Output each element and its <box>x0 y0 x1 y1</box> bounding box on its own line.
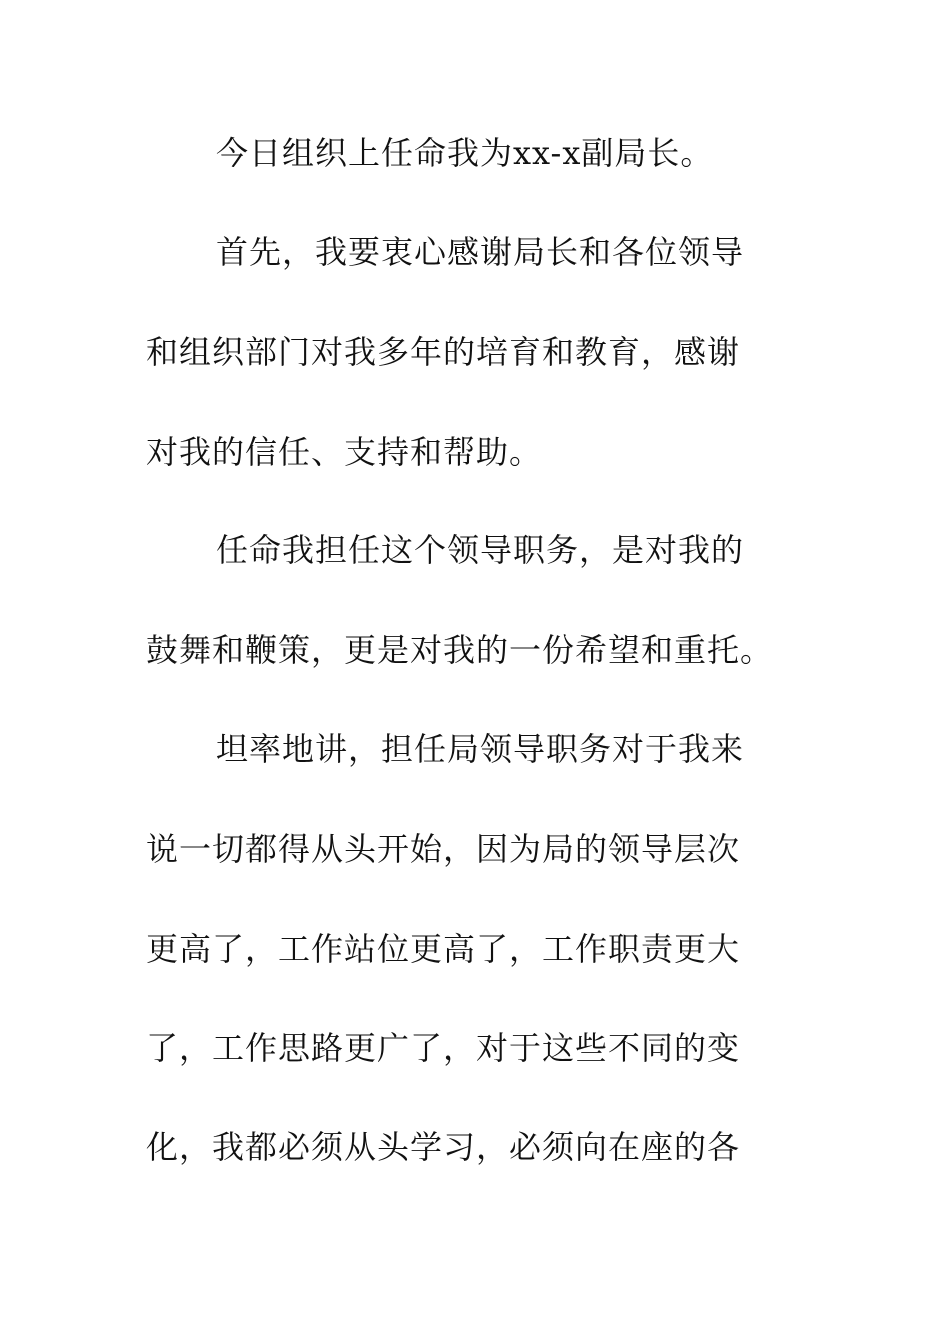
paragraph-3-line-2: 鼓舞和鞭策，更是对我的一份希望和重托。 <box>146 631 774 669</box>
paragraph-2-line-3: 对我的信任、支持和帮助。 <box>146 433 543 471</box>
paragraph-4-line-2: 说一切都得从头开始，因为局的领导层次 <box>146 830 741 868</box>
paragraph-2-line-1: 首先，我要衷心感谢局长和各位领导 <box>216 233 745 271</box>
paragraph-4-line-3: 更高了，工作站位更高了，工作职责更大 <box>146 930 741 968</box>
paragraph-2-line-2: 和组织部门对我多年的培育和教育，感谢 <box>146 333 741 371</box>
paragraph-3-line-1: 任命我担任这个领导职务，是对我的 <box>216 531 745 569</box>
paragraph-4-line-1: 坦率地讲，担任局领导职务对于我来 <box>216 730 745 768</box>
paragraph-4-line-4: 了，工作思路更广了，对于这些不同的变 <box>146 1029 741 1067</box>
paragraph-1-line-1: 今日组织上任命我为xx-x副局长。 <box>216 134 714 172</box>
paragraph-4-line-5: 化，我都必须从头学习，必须向在座的各 <box>146 1128 741 1166</box>
